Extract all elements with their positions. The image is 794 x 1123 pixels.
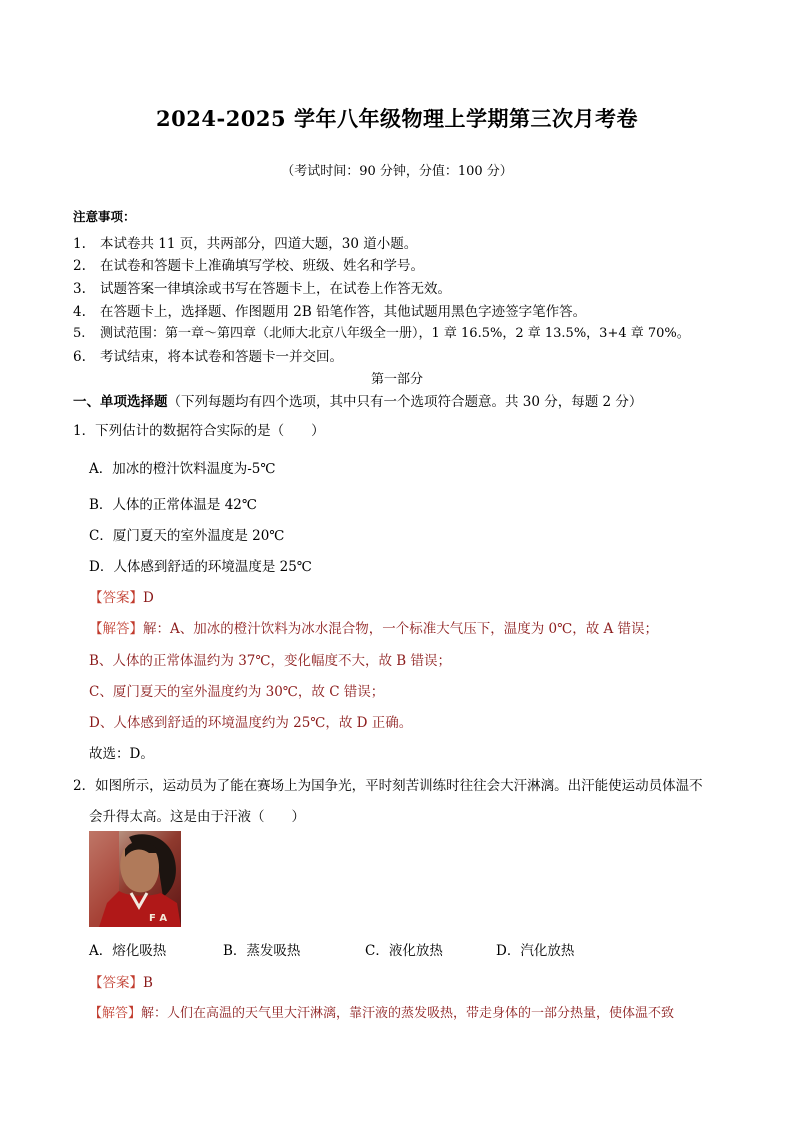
notice-item-number: 3.	[73, 281, 86, 297]
question-1-answer	[89, 586, 154, 606]
exam-title: 2024-2025 学年八年级物理上学期第三次月考卷	[156, 106, 638, 131]
notice-item	[73, 232, 417, 252]
question-2-stem-line: 2．如图所示，运动员为了能在赛场上为国争光，平时刻苦训练时往往会大汗淋漓。出汗能使运动员体温不	[73, 778, 703, 794]
question-1-option: B．人体的正常体温是 42℃	[89, 497, 257, 513]
section-heading	[73, 390, 642, 410]
question-1-option: D．人体感到舒适的环境温度是 25℃	[89, 559, 312, 575]
question-2-stem-line: 会升得太高。这是由于汗液（ ）	[89, 809, 305, 825]
question-2-option: B．蒸发吸热	[223, 943, 301, 959]
notice-item-number: 4.	[73, 304, 86, 320]
notice-item-number: 1.	[73, 236, 86, 252]
analysis-tag: 【解答】	[89, 621, 143, 637]
notice-item-number: 2.	[73, 258, 86, 274]
question-1-option: C．厦门夏天的室外温度是 20℃	[89, 528, 285, 544]
notice-item-text: 测试范围：第一章～第四章（北师大北京八年级全一册），1 章 16.5%，2 章 13.5%，3+4 章 70%。	[100, 326, 690, 341]
question-2-answer	[89, 971, 153, 991]
question-1-option: A．加冰的橙汁饮料温度为-5℃	[89, 461, 276, 477]
analysis-tag: 【解答】	[89, 1006, 142, 1021]
question-2-option: D．汽化放热	[496, 943, 575, 959]
notice-item-text: 在答题卡上，选择题、作图题用 2B 铅笔作答，其他试题用黑色字迹签字笔作答。	[100, 304, 587, 320]
notice-item	[73, 277, 451, 297]
analysis-text: 解：A、加冰的橙汁饮料为冰水混合物，一个标准大气压下，温度为 0℃，故 A 错误；	[143, 621, 659, 637]
notice-item	[73, 345, 343, 365]
notice-heading: 注意事项：	[73, 209, 136, 224]
part-title: 第一部分	[370, 372, 423, 387]
question-2-analysis	[89, 1002, 674, 1021]
notice-item	[73, 254, 424, 274]
athlete-photo	[89, 831, 181, 927]
notice-item-text: 试题答案一律填涂或书写在答题卡上，在试卷上作答无效。	[100, 281, 451, 297]
notice-item-number: 5.	[73, 326, 86, 341]
notice-item	[73, 300, 586, 320]
notice-item-text: 考试结束，将本试卷和答题卡一并交回。	[100, 349, 343, 365]
exam-subtitle: （考试时间：90 分钟，分值：100 分）	[281, 164, 513, 179]
analysis-line: B、人体的正常体温约为 37℃，变化幅度不大，故 B 错误；	[89, 653, 451, 669]
section-heading-desc: （下列每题均有四个选项，其中只有一个选项符合题意。共 30 分，每题 2 分）	[167, 394, 643, 410]
answer-value: B	[143, 975, 153, 991]
answer-tag: 【答案】	[89, 590, 143, 606]
analysis-line: D、人体感到舒适的环境温度约为 25℃，故 D 正确。	[89, 715, 413, 731]
section-heading-label: 一、单项选择题	[73, 394, 168, 410]
notice-item-text: 在试卷和答题卡上准确填写学校、班级、姓名和学号。	[100, 258, 424, 274]
notice-item	[73, 322, 690, 341]
question-1-analysis	[89, 617, 658, 637]
analysis-line: C、厦门夏天的室外温度约为 30℃，故 C 错误；	[89, 684, 385, 700]
analysis-text: 解：人们在高温的天气里大汗淋漓，靠汗液的蒸发吸热，带走身体的一部分热量，使体温不致	[141, 1006, 675, 1021]
question-1-stem: 1．下列估计的数据符合实际的是（ ）	[73, 423, 325, 439]
question-2-option: A．熔化吸热	[89, 943, 167, 959]
answer-tag: 【答案】	[89, 975, 143, 991]
question-2-option: C．液化放热	[365, 943, 443, 959]
svg-text:F A: F A	[149, 913, 168, 924]
athlete-photo-image	[89, 831, 181, 927]
notice-item-number: 6.	[73, 349, 86, 365]
notice-item-text: 本试卷共 11 页，共两部分，四道大题，30 道小题。	[100, 236, 418, 252]
question-1-conclusion: 故选：D。	[89, 746, 154, 762]
answer-value: D	[143, 590, 154, 606]
